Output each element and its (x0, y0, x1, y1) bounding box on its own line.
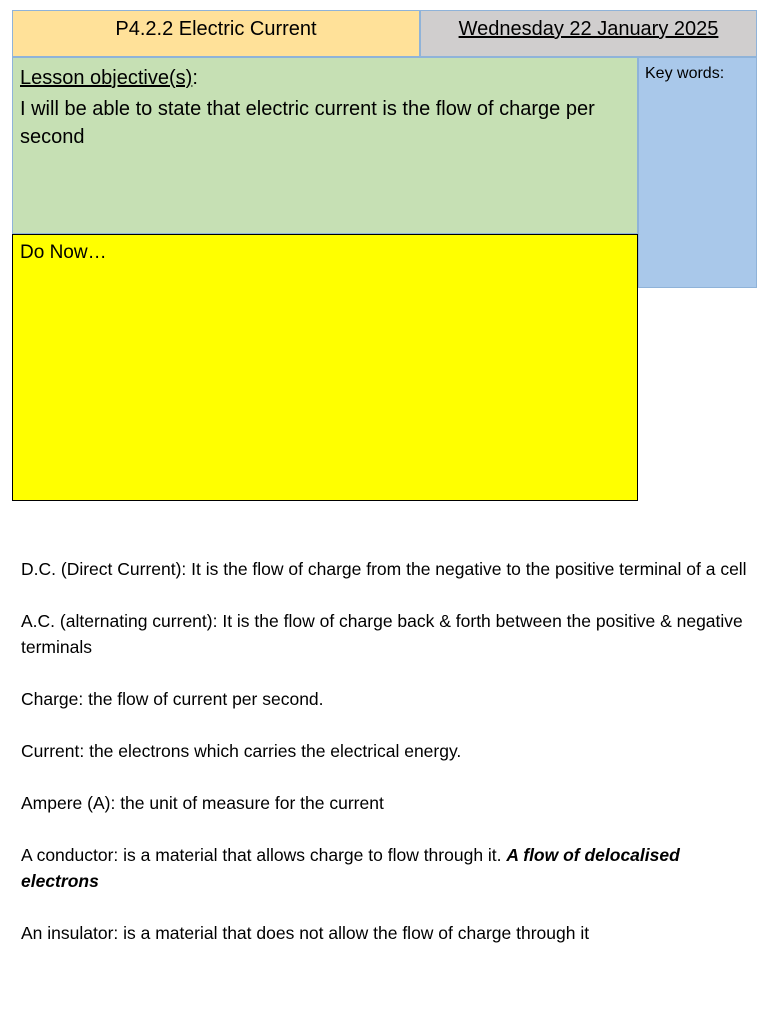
definition-text: Current: the electrons which carries the electrical energy. (21, 741, 462, 761)
definition-item (21, 790, 757, 816)
definition-item (21, 920, 757, 946)
lesson-date-cell (420, 10, 757, 57)
objective-text: I will be able to state that electric current is the flow of charge per second (20, 98, 595, 148)
key-words-label: Key words: (645, 65, 725, 82)
objective-heading-colon: : (192, 67, 198, 89)
definition-item (21, 686, 757, 712)
definition-text: Charge: the flow of current per second. (21, 689, 324, 709)
lesson-objective-box (12, 57, 638, 234)
lesson-title-cell (12, 10, 420, 57)
objective-heading: Lesson objective(s) (20, 67, 193, 89)
definition-emphasis: A flow of delocalised electrons (21, 845, 680, 891)
definition-item (21, 738, 757, 764)
definition-text: Ampere (A): the unit of measure for the current (21, 793, 384, 813)
definitions-list (21, 556, 757, 972)
do-now-label: Do Now… (20, 242, 107, 263)
definition-text: D.C. (Direct Current): It is the flow of charge from the negative to the positive terminal of a cell (21, 559, 747, 579)
definition-text: An insulator: is a material that does not allow the flow of charge through it (21, 923, 590, 943)
definition-item (21, 556, 757, 582)
do-now-box (12, 234, 638, 501)
key-words-box (638, 57, 757, 288)
lesson-title: P4.2.2 Electric Current (115, 18, 317, 40)
definition-item (21, 608, 757, 660)
definition-item (21, 842, 757, 894)
definition-text: A conductor: is a material that allows charge to flow through it. (21, 845, 507, 865)
lesson-date: Wednesday 22 January 2025 (458, 18, 719, 40)
definition-text: A.C. (alternating current): It is the flow of charge back & forth between the positive & negative terminals (21, 611, 743, 657)
